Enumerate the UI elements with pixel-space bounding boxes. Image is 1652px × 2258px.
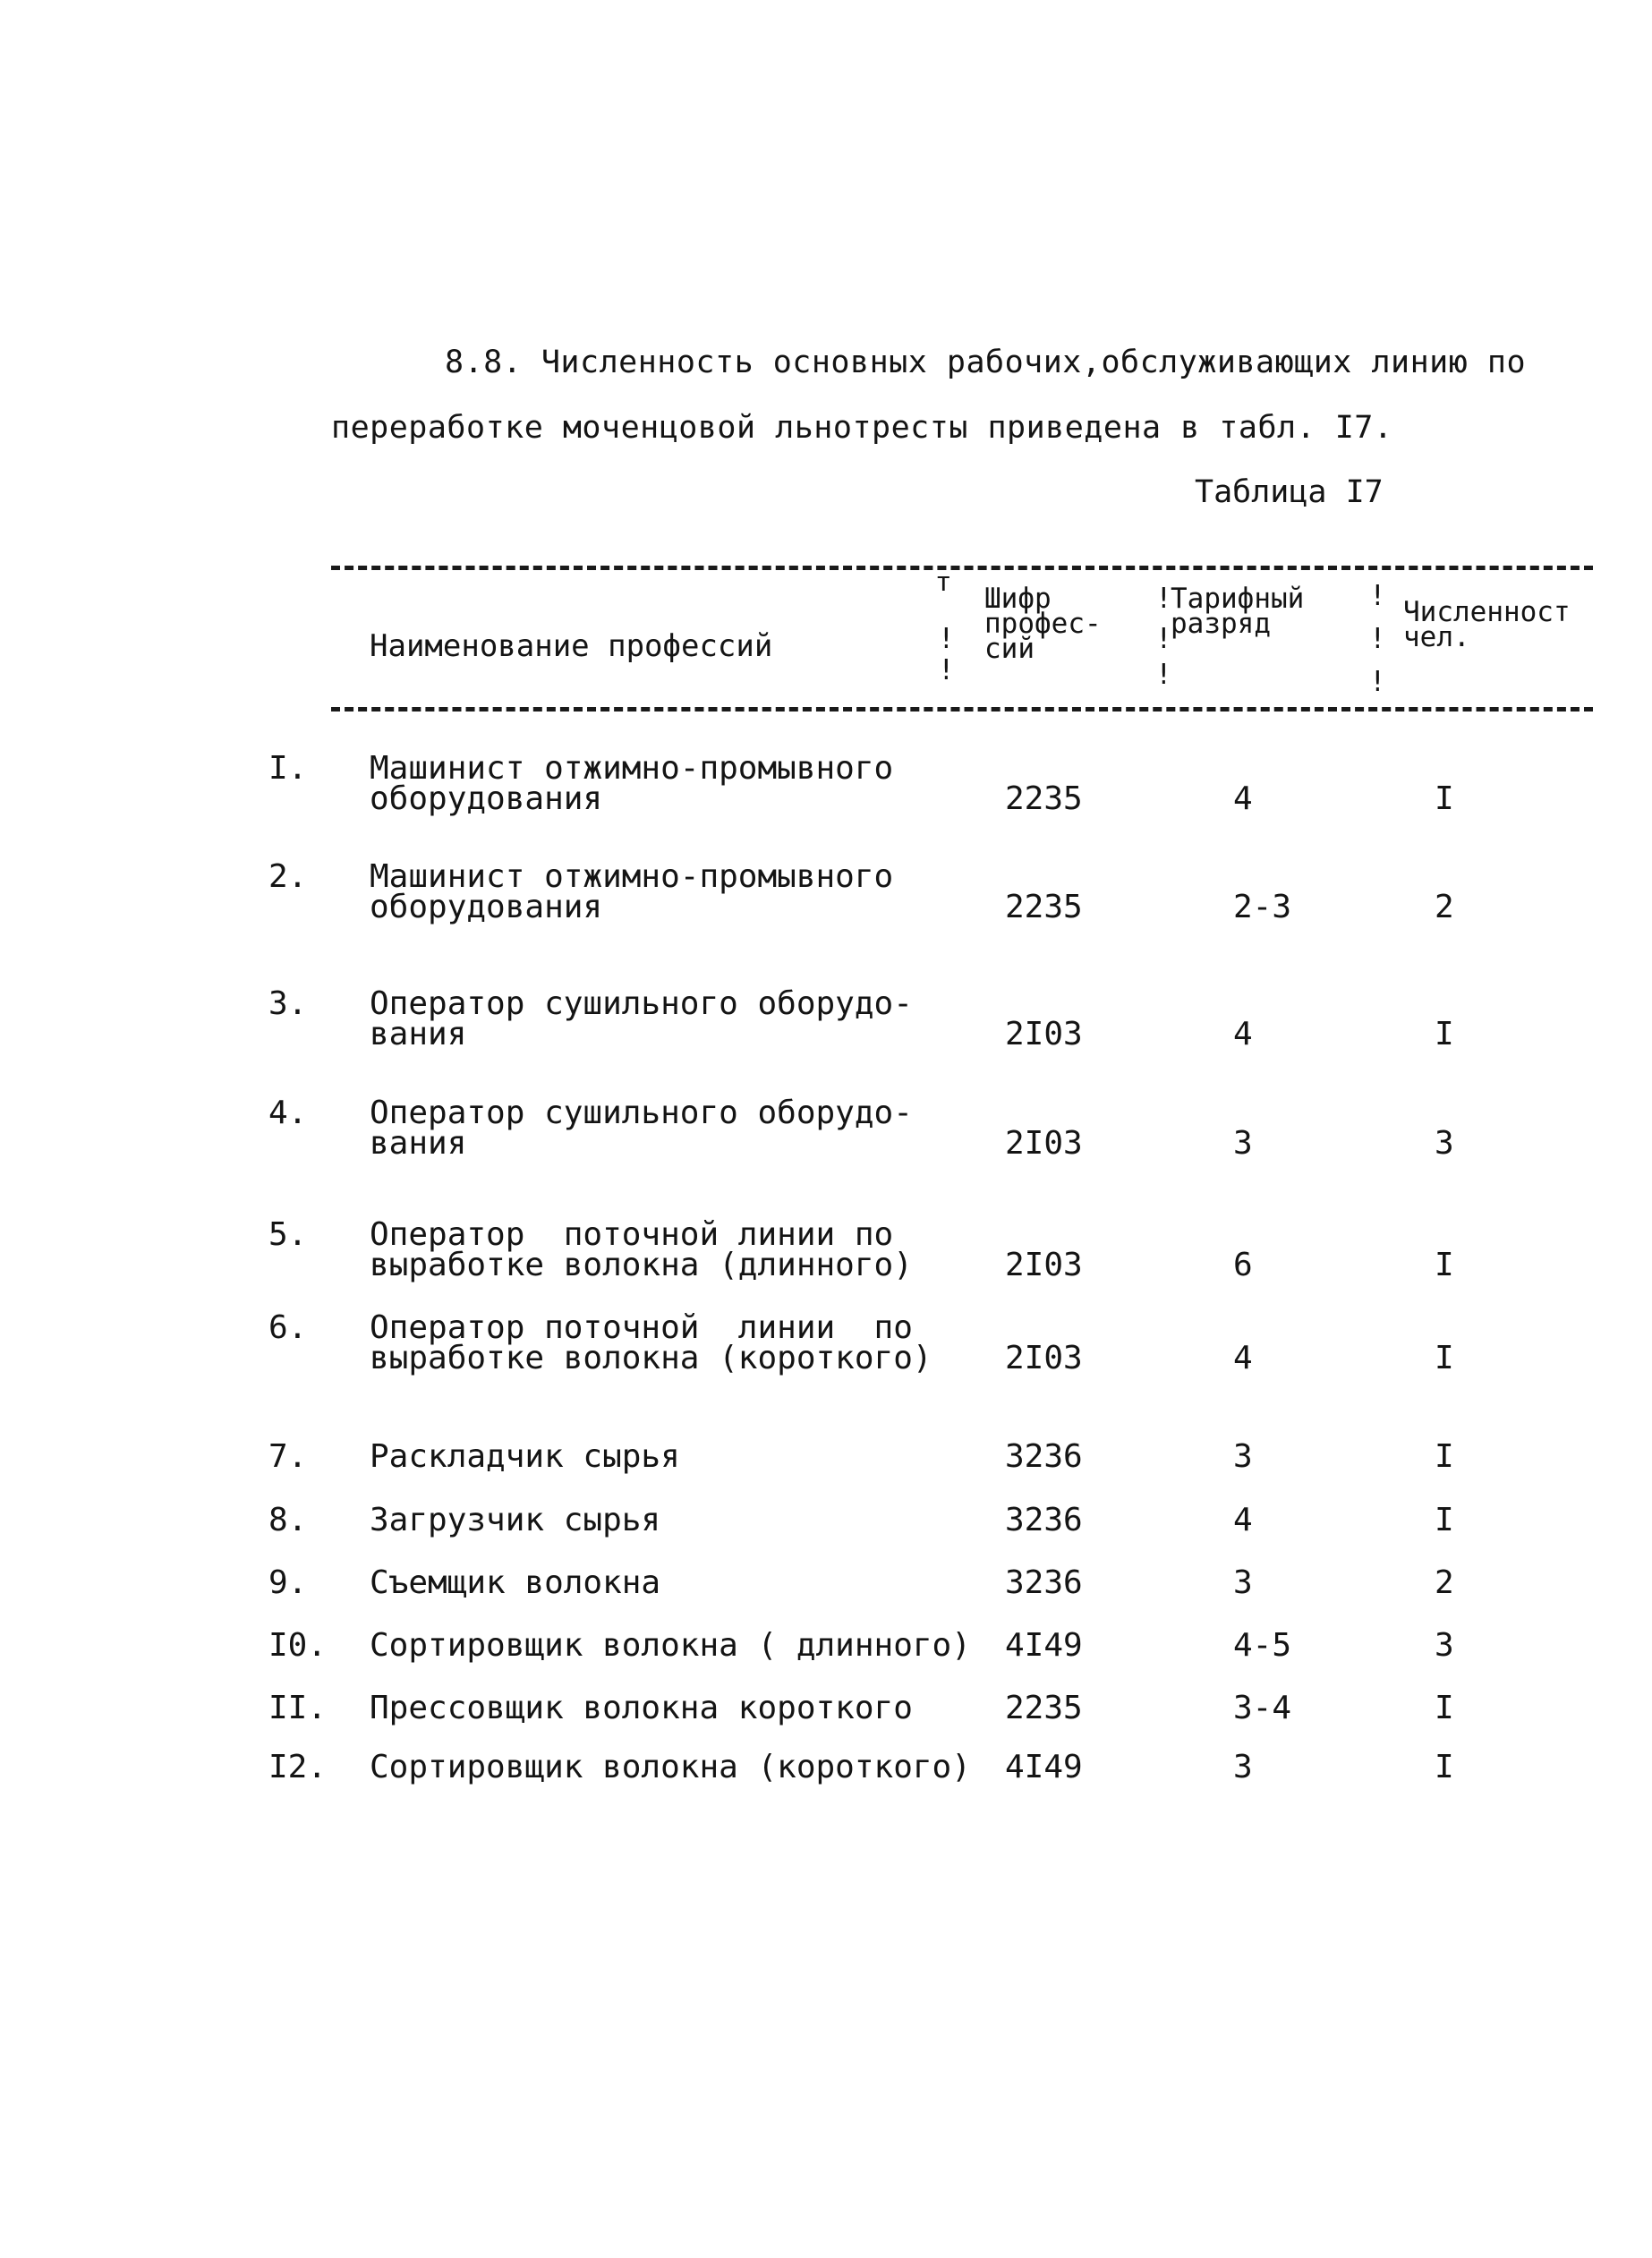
profession-code: 2I03 xyxy=(1005,1125,1083,1162)
headcount: 2 xyxy=(1435,1564,1454,1601)
separator-mark: ! xyxy=(1155,623,1172,655)
intro-line-1: 8.8. Численность основных рабочих,обслуживающих линию по xyxy=(445,345,1527,380)
header-code: Шифр профес- сий xyxy=(984,583,1102,665)
profession-name: Раскладчик сырья xyxy=(370,1438,680,1475)
profession-name: Сортировщик волокна (короткого) xyxy=(370,1749,971,1785)
profession-code: 3236 xyxy=(1005,1438,1083,1475)
row-number: I. xyxy=(268,750,308,787)
header-name: Наименование профессий xyxy=(370,628,773,664)
profession-code: 4I49 xyxy=(1005,1749,1083,1785)
row-number: 9. xyxy=(268,1564,308,1601)
table-caption: Таблица I7 xyxy=(1195,474,1384,510)
profession-code: 2235 xyxy=(1005,780,1083,817)
header-count: Численност чел. xyxy=(1403,596,1571,653)
headcount: I xyxy=(1435,1749,1454,1785)
profession-name: Съемщик волокна xyxy=(370,1564,661,1601)
separator-mark: ! xyxy=(938,623,955,655)
tariff-grade: 3 xyxy=(1233,1564,1253,1601)
headcount: I xyxy=(1435,1502,1454,1538)
row-number: 4. xyxy=(268,1095,308,1131)
row-number: I2. xyxy=(268,1749,328,1785)
tariff-grade: 6 xyxy=(1233,1247,1253,1283)
headcount: I xyxy=(1435,780,1454,817)
headcount: I xyxy=(1435,1016,1454,1052)
separator-mark: ! xyxy=(1369,666,1386,698)
tariff-grade: 2-3 xyxy=(1233,889,1292,925)
tariff-grade: 4 xyxy=(1233,1502,1253,1538)
row-number: 5. xyxy=(268,1216,308,1253)
separator-mark: ! xyxy=(1369,580,1386,612)
row-number: 8. xyxy=(268,1502,308,1538)
separator-mark: ! xyxy=(1155,583,1172,615)
profession-name: Оператор поточной линии по выработке волокна (длинного) xyxy=(370,1216,913,1283)
profession-code: 2235 xyxy=(1005,1690,1083,1726)
intro-line-2: переработке моченцовой льнотресты приведена в табл. I7. xyxy=(331,410,1393,446)
tariff-grade: 3 xyxy=(1233,1125,1253,1162)
tariff-grade: 4-5 xyxy=(1233,1627,1292,1664)
profession-code: 3236 xyxy=(1005,1502,1083,1538)
separator-mark: ᴛ xyxy=(935,566,952,598)
headcount: 2 xyxy=(1435,889,1454,925)
headcount: 3 xyxy=(1435,1627,1454,1664)
profession-name: Загрузчик сырья xyxy=(370,1502,661,1538)
row-number: 7. xyxy=(268,1438,308,1475)
row-number: 6. xyxy=(268,1309,308,1346)
headcount: I xyxy=(1435,1247,1454,1283)
profession-name: Оператор сушильного оборудо- вания xyxy=(370,985,913,1052)
row-number: I0. xyxy=(268,1627,328,1664)
headcount: I xyxy=(1435,1690,1454,1726)
profession-code: 3236 xyxy=(1005,1564,1083,1601)
tariff-grade: 4 xyxy=(1233,1016,1253,1052)
profession-name: Машинист отжимно-промывного оборудования xyxy=(370,858,894,925)
tariff-grade: 4 xyxy=(1233,780,1253,817)
profession-code: 2I03 xyxy=(1005,1247,1083,1283)
row-number: 2. xyxy=(268,858,308,895)
profession-name: Машинист отжимно-промывного оборудования xyxy=(370,750,894,817)
separator-mark: ! xyxy=(938,654,955,686)
row-number: 3. xyxy=(268,985,308,1022)
profession-name: Оператор поточной линии по выработке волокна (короткого) xyxy=(370,1309,932,1376)
tariff-grade: 4 xyxy=(1233,1340,1253,1376)
profession-name: Оператор сушильного оборудо- вания xyxy=(370,1095,913,1162)
separator-mark: ! xyxy=(1155,659,1172,691)
row-number: II. xyxy=(268,1690,328,1726)
tariff-grade: 3-4 xyxy=(1233,1690,1292,1726)
profession-name: Прессовщик волокна короткого xyxy=(370,1690,913,1726)
tariff-grade: 3 xyxy=(1233,1438,1253,1475)
headcount: I xyxy=(1435,1340,1454,1376)
profession-code: 2235 xyxy=(1005,889,1083,925)
separator-mark: ! xyxy=(1369,623,1386,655)
tariff-grade: 3 xyxy=(1233,1749,1253,1785)
header-bottom-rule xyxy=(331,707,1593,711)
header-top-rule xyxy=(331,566,1593,570)
profession-code: 4I49 xyxy=(1005,1627,1083,1664)
headcount: 3 xyxy=(1435,1125,1454,1162)
profession-code: 2I03 xyxy=(1005,1016,1083,1052)
headcount: I xyxy=(1435,1438,1454,1475)
header-grade: Тарифный разряд xyxy=(1171,583,1305,640)
profession-name: Сортировщик волокна ( длинного) xyxy=(370,1627,971,1664)
profession-code: 2I03 xyxy=(1005,1340,1083,1376)
